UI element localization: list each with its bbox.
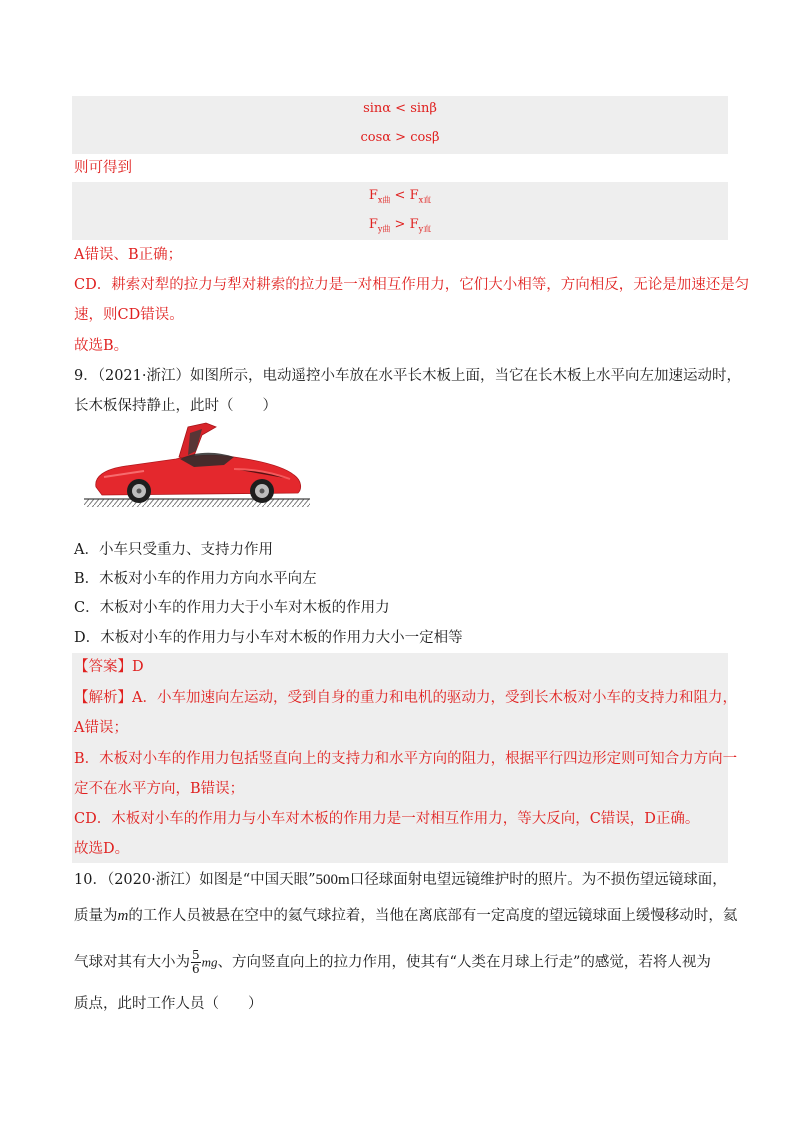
equation-fx: $F_{x曲} < F_{x直}$ bbox=[368, 188, 432, 205]
option-d: D．木板对小车的作用力与小车对木板的作用力大小一定相等 bbox=[74, 630, 463, 646]
conclusion-d: 故选D。 bbox=[74, 841, 130, 857]
mass-variable: m bbox=[117, 908, 129, 924]
analysis-cd-line1: CD．耕索对犁的拉力与犁对耕索的拉力是一对相互作用力，它们大小相等，方向相反，无论是加速还是匀 bbox=[74, 277, 750, 293]
option-c: C．木板对小车的作用力大于小车对木板的作用力 bbox=[74, 600, 390, 616]
analysis-b-line1: B．木板对小车的作用力包括竖直向上的支持力和水平方向的阻力，根据平行四边形定则可知合力方向一 bbox=[74, 751, 738, 767]
question-10-stem-line4: 质点，此时工作人员（ ） bbox=[74, 996, 263, 1012]
question-10-stem-line1: 10．（2020·浙江）如图是“中国天眼”500m口径球面射电望远镜维护时的照片。为不损伤望远镜球面， bbox=[74, 872, 727, 888]
option-b: B．木板对小车的作用力方向水平向左 bbox=[74, 571, 317, 587]
ground-hatching bbox=[84, 499, 310, 507]
analysis-b-line2: 定不在水平方向，B错误； bbox=[74, 781, 245, 797]
analysis-a-line2: A错误； bbox=[74, 720, 128, 736]
red-car-figure bbox=[84, 421, 310, 509]
question-10-stem-line3: 气球对其有大小为 $\frac{5}{6}$ mg、方向竖直向上的拉力作用，使其有“人类在月球上行走”的感觉，若将人视为 bbox=[74, 948, 711, 976]
analysis-cd: CD．木板对小车的作用力与小车对木板的作用力是一对相互作用力，等大反向，C错误，D正确。 bbox=[74, 811, 700, 827]
answer-label: 【答案】D bbox=[74, 659, 144, 675]
analysis-cd-line2: 速，则CD错误。 bbox=[74, 307, 184, 323]
analysis-tag: 【解析】 bbox=[74, 690, 132, 706]
question-9-stem-line2: 长木板保持静止，此时（ ） bbox=[74, 398, 277, 414]
dimension-500m: 500m bbox=[315, 872, 350, 888]
mg-variable: mg bbox=[201, 954, 218, 970]
equation-fy: $F_{y曲} > F_{y直}$ bbox=[368, 217, 432, 234]
option-a: A．小车只受重力、支持力作用 bbox=[74, 542, 273, 558]
conclusion-b: 故选B。 bbox=[74, 338, 129, 354]
equation-cos: cosα > cosβ bbox=[360, 130, 440, 145]
analysis-ab: A错误、B正确； bbox=[74, 247, 183, 263]
analysis-a-line1: 【解析】A．小车加速向左运动，受到自身的重力和电机的驱动力，受到长木板对小车的支持力和阻力， bbox=[74, 690, 737, 706]
derive-text: 则可得到 bbox=[74, 160, 132, 176]
fraction-5-6: $\frac{5}{6}$ bbox=[192, 948, 200, 976]
question-9-stem-line1: 9．（2021·浙江）如图所示，电动遥控小车放在水平长木板上面，当它在长木板上水平向左加速运动时， bbox=[74, 368, 741, 384]
question-10-stem-line2: 质量为m的工作人员被悬在空中的氦气球拉着，当他在离底部有一定高度的望远镜球面上缓慢移动时，氦 bbox=[74, 908, 738, 924]
equation-sin: sinα < sinβ bbox=[363, 101, 437, 116]
